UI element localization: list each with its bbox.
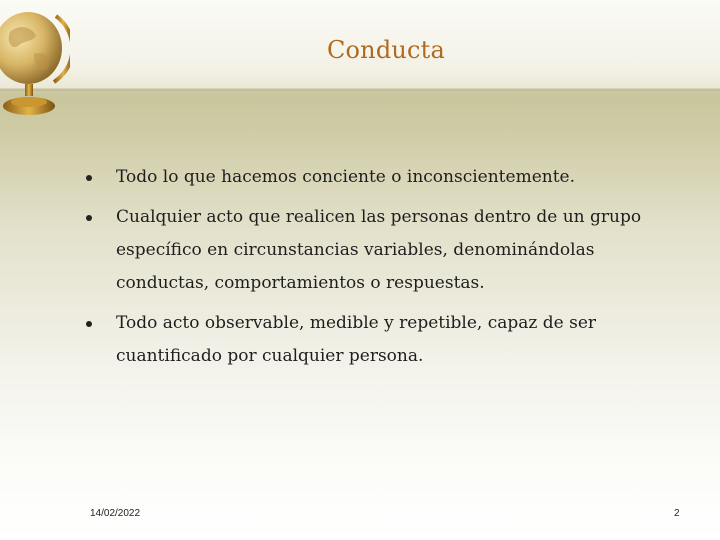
page-number: 2 <box>674 508 680 519</box>
slide-title: Conducta <box>326 36 446 64</box>
bullet-dot-icon <box>86 321 92 327</box>
bullet-item <box>84 307 684 373</box>
bullet-text: Todo lo que hacemos conciente o inconscientemente. <box>116 167 575 187</box>
bullet-text: Cualquier acto que realicen las personas dentro de un grupo específico en circunstancias variables, denominándolas conductas, comportamientos o respuestas. <box>116 207 642 293</box>
bullet-list <box>84 161 684 380</box>
footer-date: 14/02/2022 <box>90 508 141 519</box>
bullet-item <box>84 161 684 194</box>
bullet-item <box>84 201 684 300</box>
bullet-text: Todo acto observable, medible y repetible, capaz de ser cuantificado por cualquier persona. <box>116 313 597 366</box>
bullet-dot-icon <box>86 175 92 181</box>
bullet-dot-icon <box>86 215 92 221</box>
title-divider <box>0 88 720 91</box>
